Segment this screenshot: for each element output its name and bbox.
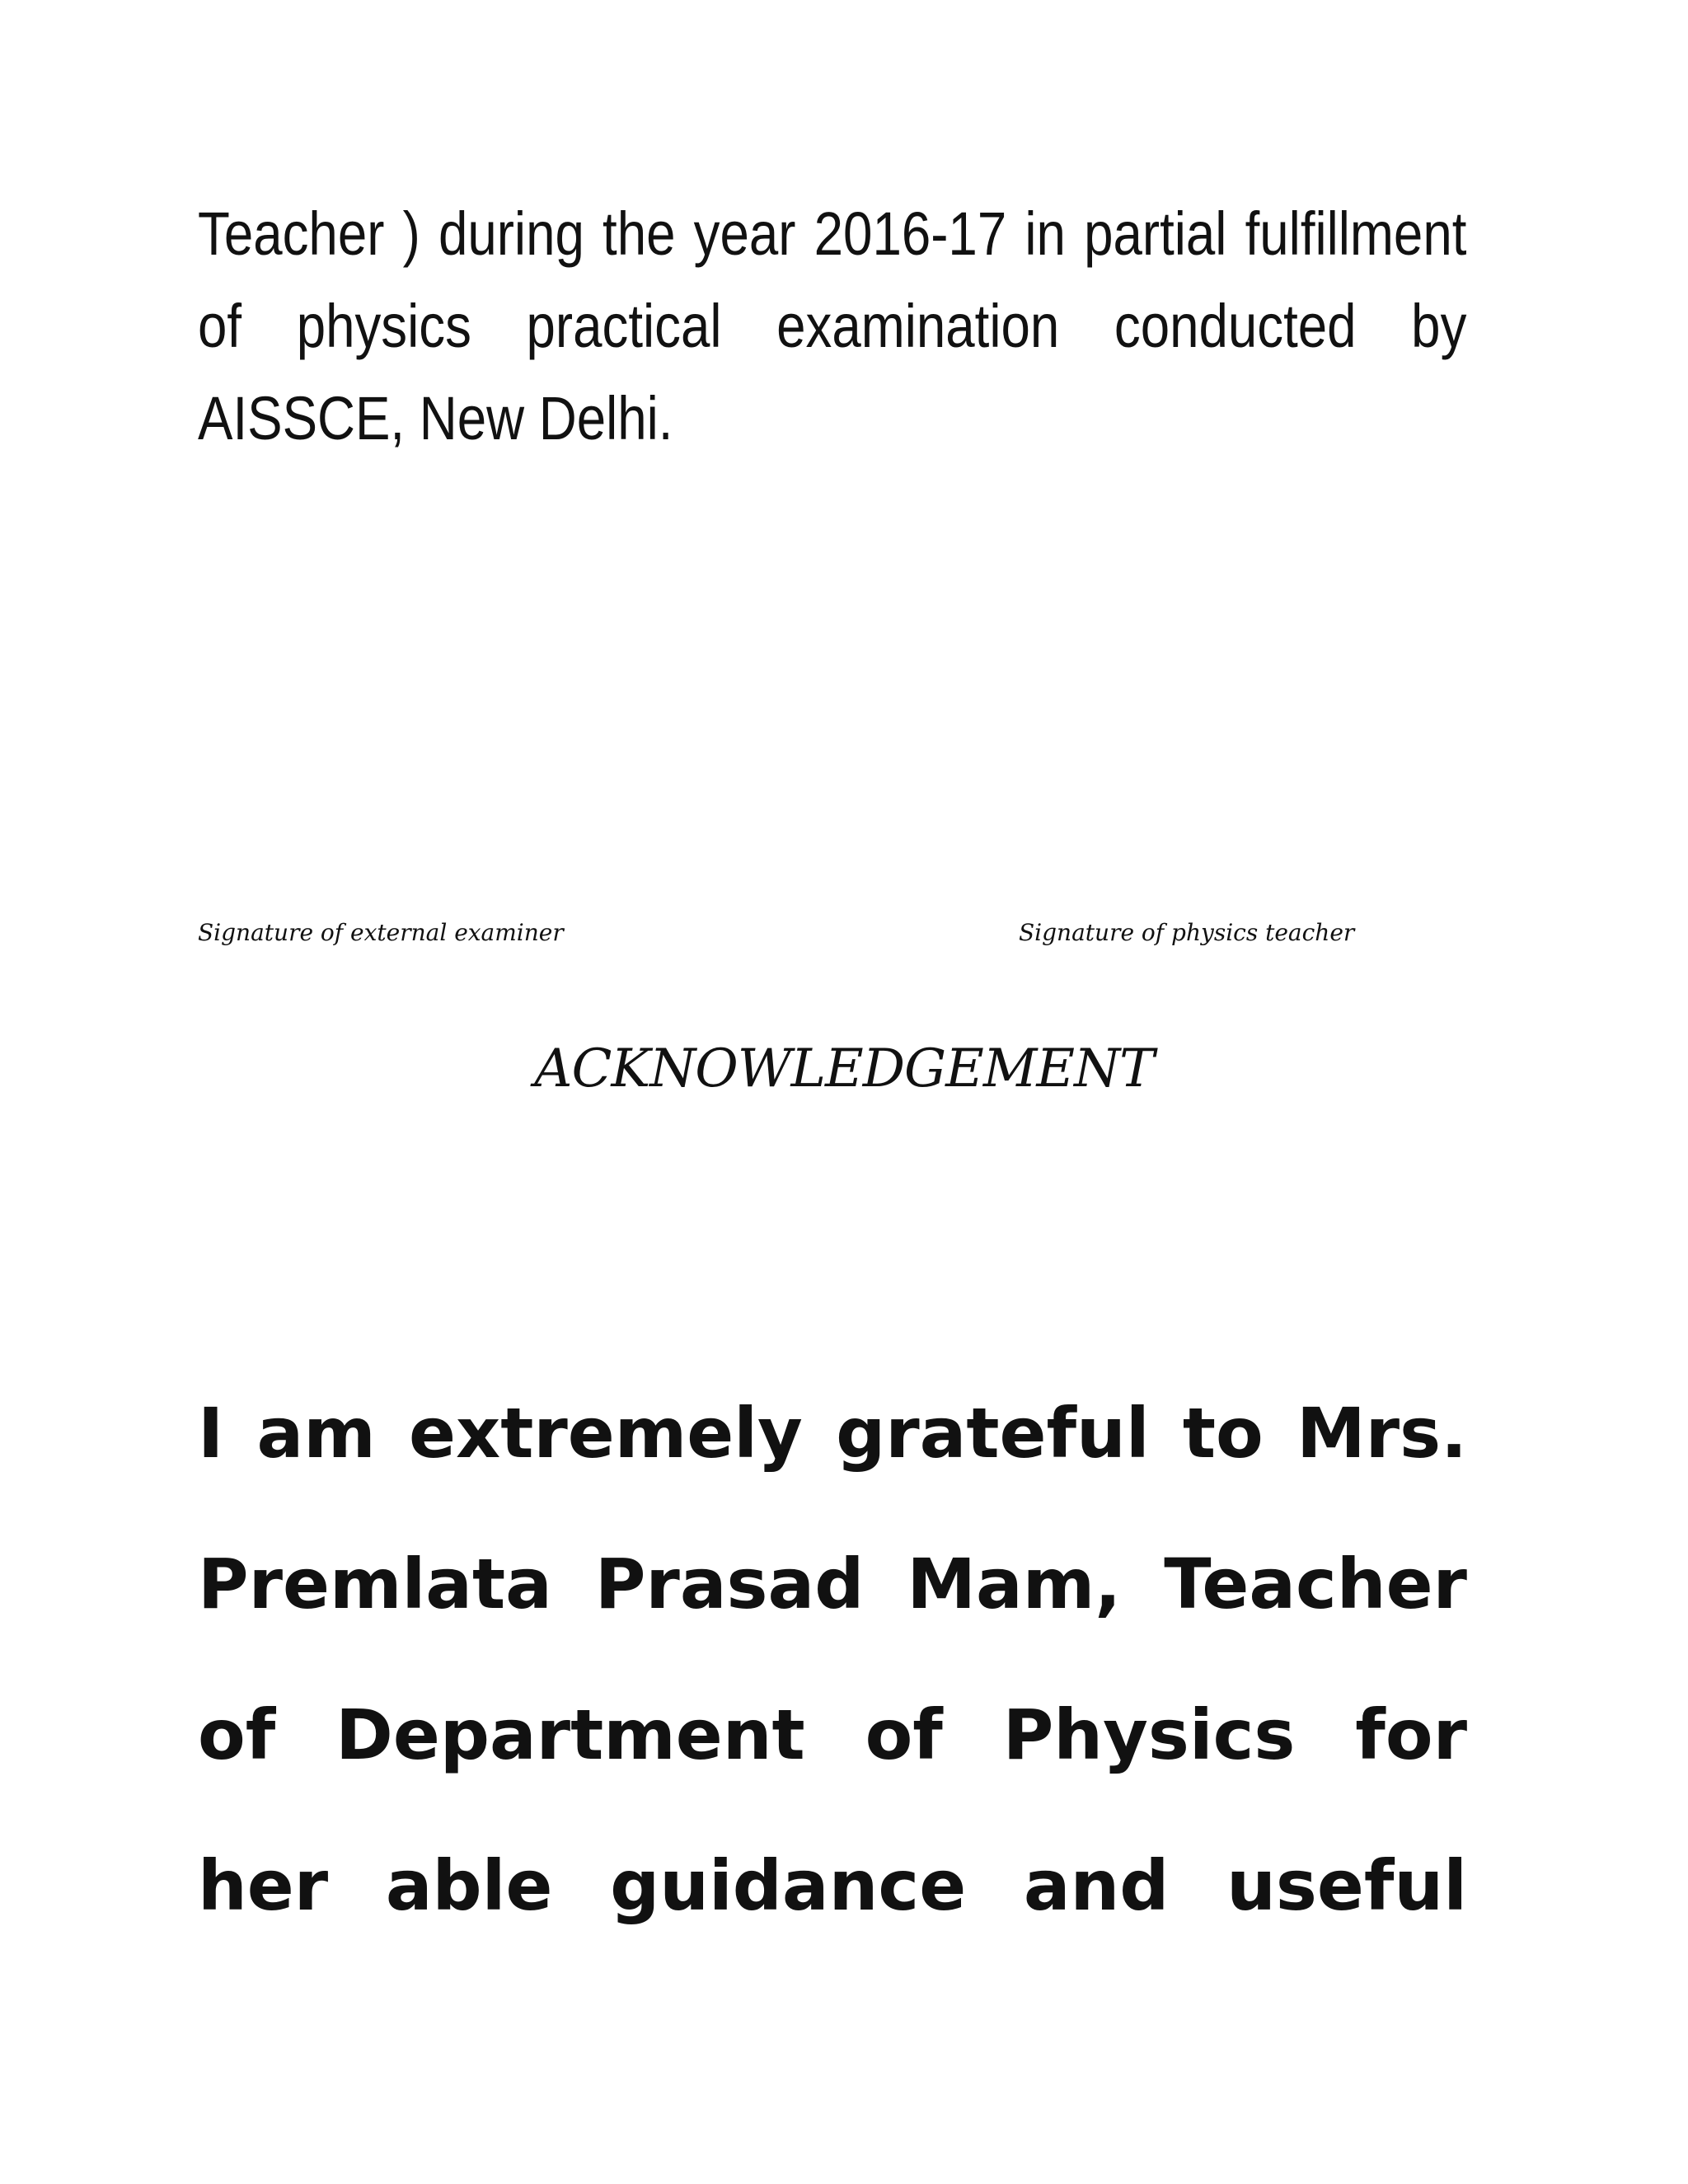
acknowledgement-heading: ACKNOWLEDGEMENT (534, 1038, 1154, 1099)
signature-physics-teacher-label: Signature of physics teacher (1019, 919, 1355, 946)
intro-paragraph: Teacher ) during the year 2016-17 in partial fulfillment of physics practical examination conducted by AISSCE, New Delhi. (198, 199, 1467, 452)
signature-external-examiner-label: Signature of external examiner (198, 919, 564, 946)
acknowledgement-paragraph: I am extremely grateful to Mrs. Premlata Prasad Mam, Teacher of Department of Physics for her able guidance and useful (198, 1393, 1467, 1926)
